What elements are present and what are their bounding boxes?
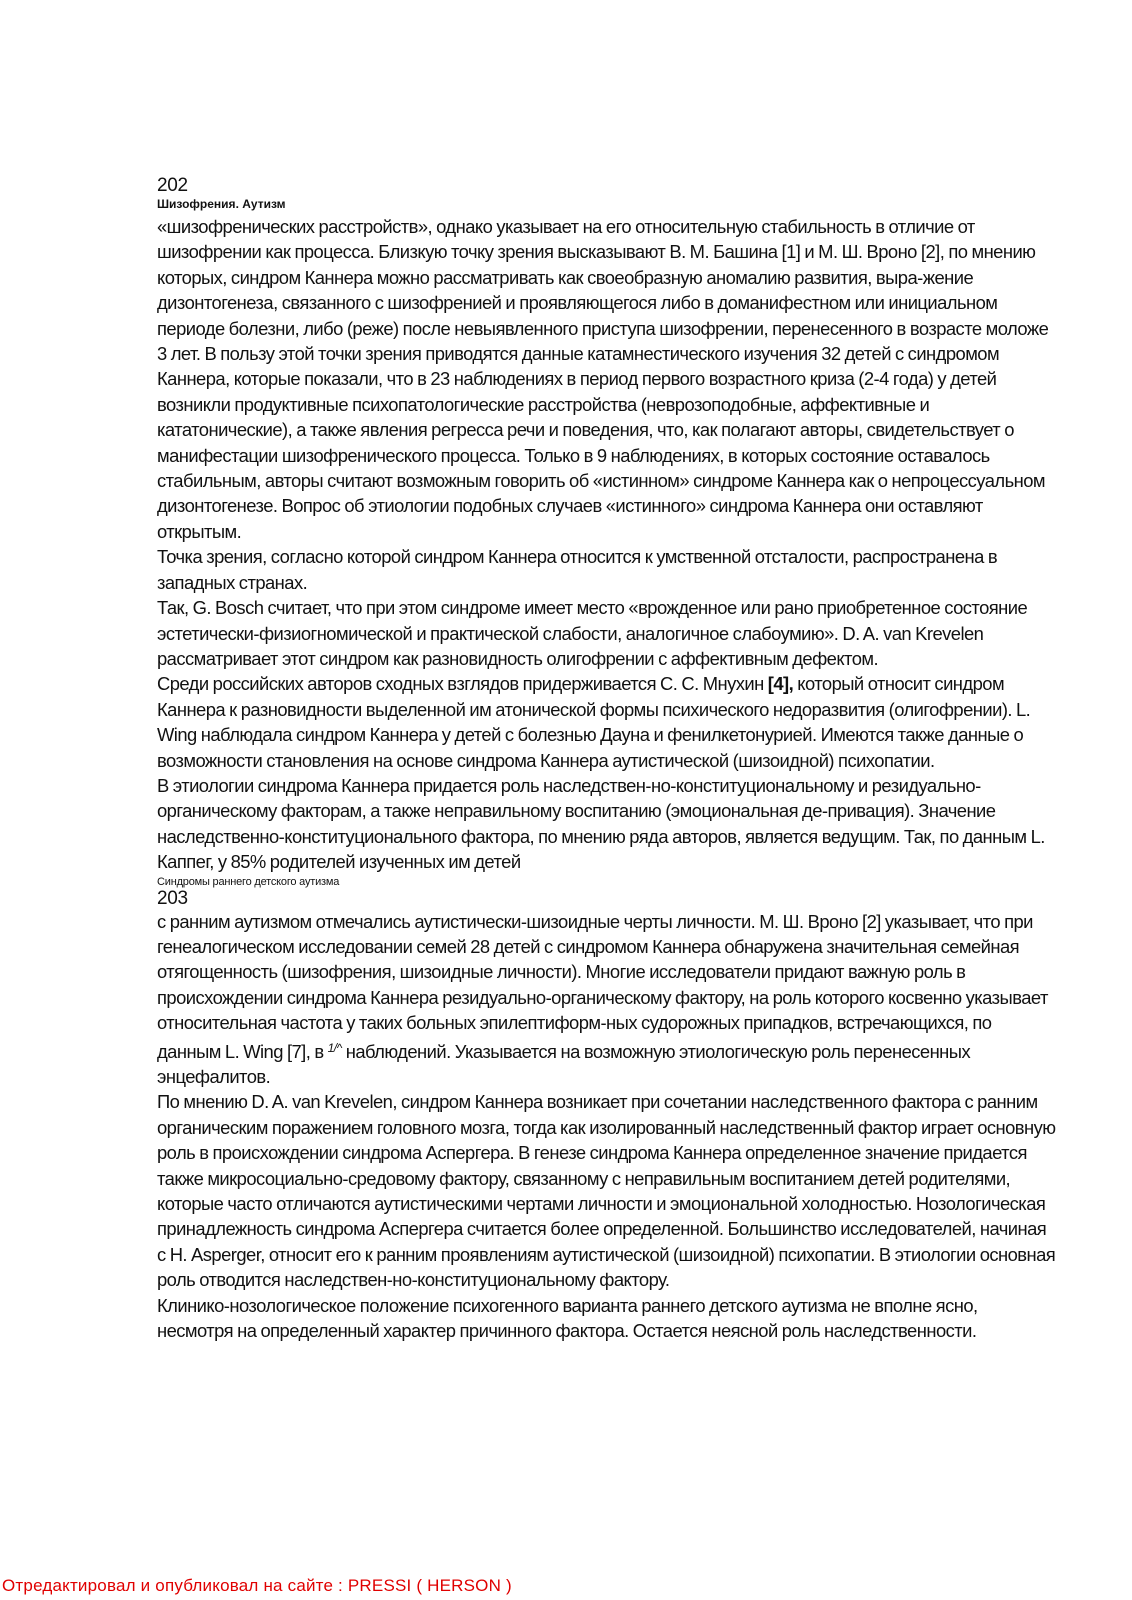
- paragraph-text: с ранним аутизмом отмечались аутистически-шизоидные черты личности. М. Ш. Вроно [2] указывает, что при генеалогическом исследовании семей 28 детей с синдромом Каннера обнаружена значительная семейная отягощенность (шизофрения, шизоидные личности). Многие исследователи придают важную роль в происхождении синдрома Каннера резидуально-органическому фактору, на роль которого косвенно указывает относительная частота у таких больных эпилептиформ-ных судорожных припадков, встречающихся, по данным L. Wing [7], в: [157, 910, 1048, 1062]
- paragraph-text: который относит синдром Каннера к разновидности выделенной им атонической формы психического недоразвития (олигофрении). L. Wing наблюдала синдром Каннера у детей с болезнью Дауна и фенилкетонурией. Имеются также данные о возможности становления на основе синдрома Каннера аутистической (шизоидной) психопатии.: [157, 673, 1031, 771]
- document-page: [157, 176, 1057, 1343]
- site-credit-footer: Отредактировал и опубликовал на сайте : PRESSI ( HERSON ): [2, 1576, 512, 1595]
- paragraph: По мнению D. A. van Krevelen, синдром Каннера возникает при сочетании наследственного фактора с ранним органическим поражением головного мозга, тогда как изолированный наследственный фактор играет основную роль в происхождении синдрома Аспергера. В генезе синдрома Каннера определенное значение придается также микросоциально-средовому фактору, связанному с неправильным воспитанием детей родителями, которые часто отличаются аутистическими чертами личности и эмоциональной холодностью. Нозологическая принадлежность синдрома Аспергера считается более определенной. Большинство исследователей, начиная с Н. Asperger, относит его к ранним проявлениям аутистической (шизоидной) психопатии. В этиологии основная роль отводится наследствен-но-конституциональному фактору.: [157, 1091, 1056, 1291]
- page-number: 202: [157, 175, 188, 196]
- paragraph: Точка зрения, согласно которой синдром Каннера относится к умственной отсталости, распространена в западных странах.: [157, 546, 998, 593]
- paragraph-text: Среди российских авторов сходных взглядов придерживается С. С. Мнухин: [157, 673, 768, 695]
- paragraph-text: наблюдений. Указывается на возможную этиологическую роль перенесенных энцефалитов.: [157, 1040, 971, 1087]
- paragraph: В этиологии синдрома Каннера придается роль наследствен-но-конституциональному и резидуально-органическому факторам, а также неправильному воспитанию (эмоциональная де-привация). Значение наследственно-конституционального фактора, по мнению ряда авторов, является ведущим. Так, по данным L. Каппег, у 85% родителей изученных им детей: [157, 774, 1045, 873]
- running-head-secondary: Синдромы раннего детского аутизма: [157, 875, 340, 888]
- paragraph: [157, 909, 1057, 1090]
- paragraph: [157, 671, 1057, 773]
- page-number-secondary: 203: [157, 887, 188, 909]
- paragraph: Так, G. Bosch считает, что при этом синдроме имеет место «врожденное или рано приобретенное состояние эстетически-физиогномической и практической слабости, аналогичное слабоумию». D. A. van Krevelen рассматривает этот синдром как разновидность олигофрении с аффективным дефектом.: [157, 597, 1028, 669]
- citation-bold: [4],: [767, 673, 794, 695]
- paragraph: «шизофренических расстройств», однако указывает на его относительную стабильность в отличие от шизофрении как процесса. Близкую точку зрения высказывают В. М. Башина [1] и М. Ш. Вроно [2], по мнению которых, синдром Каннера можно рассматривать как своеобразную аномалию развития, выра-жение дизонтогенеза, связанного с шизофренией и проявляющегося либо в доманифестном или инициальном периоде болезни, либо (реже) после невыявленного приступа шизофрении, перенесенного в возрасте моложе 3 лет. В пользу этой точки зрения приводятся данные катамнестического изучения 32 детей с синдромом Каннера, которые показали, что в 23 наблюдениях в период первого возрастного криза (2-4 года) у детей возникли продуктивные психопатологические расстройства (неврозоподобные, аффективные и кататонические), а также явления регресса речи и поведения, что, как полагают авторы, свидетельствует о манифестации шизофренического процесса. Только в 9 наблюдениях, в которых состояние оставалось стабильным, авторы считают возможным говорить об «истинном» синдроме Каннера как о непроцессуальном дизонтогенезе. Вопрос об этиологии подобных случаев «истинного» синдрома Каннера они оставляют открытым.: [157, 216, 1049, 542]
- paragraph: Клинико-нозологическое положение психогенного варианта раннего детского аутизма не вполне ясно, несмотря на определенный характер причинного фактора. Остается неясной роль наследственности.: [157, 1294, 978, 1342]
- fraction-superscript: 1/^: [327, 1040, 342, 1055]
- running-head: Шизофрения. Аутизм: [157, 197, 286, 211]
